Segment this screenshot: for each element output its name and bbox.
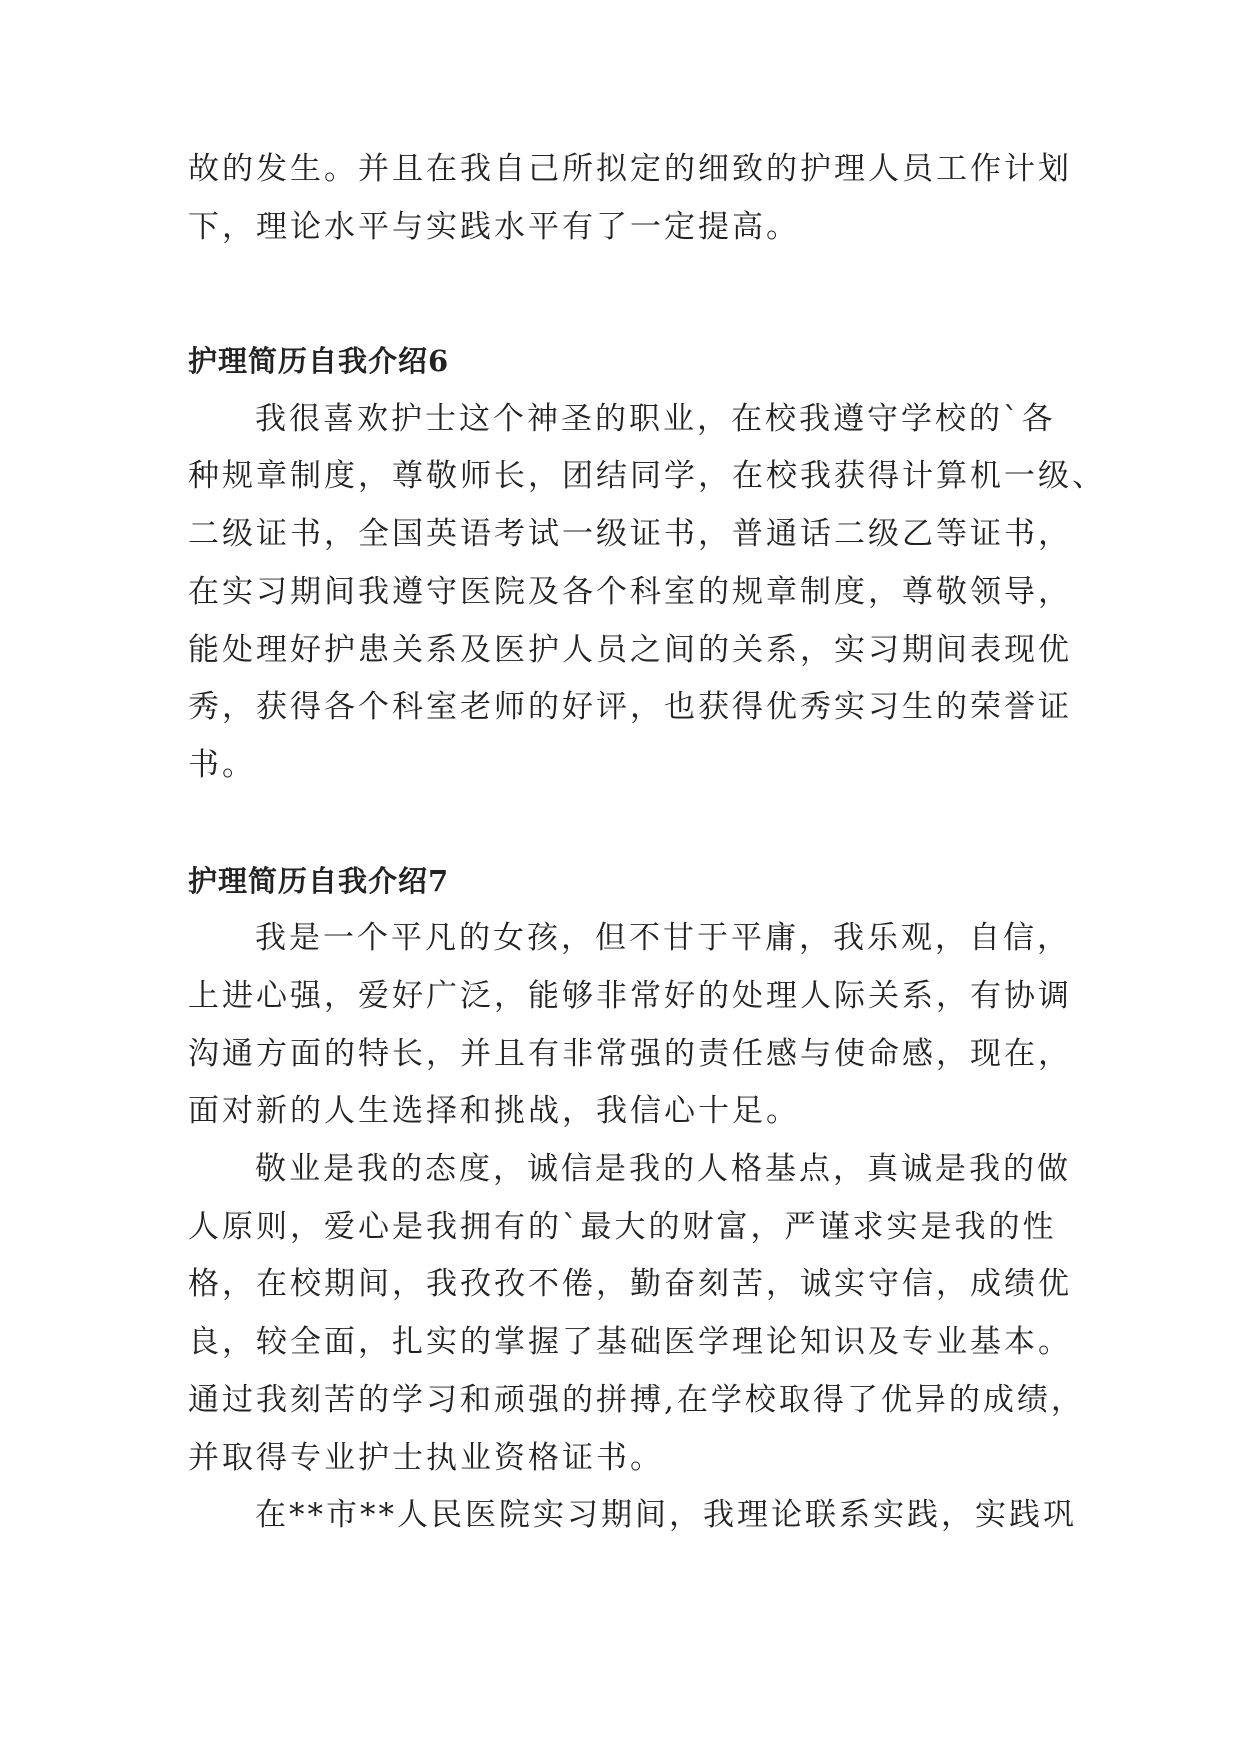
paragraph-line: 我很喜欢护士这个神圣的职业，在校我遵守学校的`各 (255, 401, 1056, 437)
paragraph-line: 面对新的人生选择和挑战，我信心十足。 (188, 1093, 800, 1129)
paragraph-line: 通过我刻苦的学习和顽强的拼搏,在学校取得了优异的成绩， (188, 1382, 1085, 1418)
paragraph-line: 秀，获得各个科室老师的好评，也获得优秀实习生的荣誉证 (188, 689, 1072, 725)
paragraph-line: 下，理论水平与实践水平有了一定提高。 (188, 209, 800, 245)
paragraph-line: 书。 (188, 747, 256, 783)
paragraph-line: 在实习期间我遵守医院及各个科室的规章制度，尊敬领导， (188, 574, 1072, 610)
paragraph-line: 良，较全面，扎实的掌握了基础医学理论知识及专业基本。 (188, 1324, 1072, 1360)
paragraph-line: 并取得专业护士执业资格证书。 (188, 1440, 664, 1476)
paragraph-line: 人原则，爱心是我拥有的`最大的财富，严谨求实是我的性 (188, 1209, 1057, 1245)
paragraph-line: 我是一个平凡的女孩，但不甘于平庸，我乐观，自信， (255, 920, 1071, 956)
section-heading-6: 护理简历自我介绍6 (188, 344, 450, 378)
paragraph-line: 敬业是我的态度，诚信是我的人格基点，真诚是我的做 (255, 1151, 1071, 1187)
section-heading-7: 护理简历自我介绍7 (188, 864, 450, 898)
paragraph-line: 故的发生。并且在我自己所拟定的细致的护理人员工作计划 (188, 151, 1072, 187)
paragraph-line: 能处理好护患关系及医护人员之间的关系，实习期间表现优 (188, 632, 1072, 668)
paragraph-line: 种规章制度，尊敬师长，团结同学，在校我获得计算机一级、 (188, 458, 1106, 494)
paragraph-line: 上进心强，爱好广泛，能够非常好的处理人际关系，有协调 (188, 978, 1072, 1014)
paragraph-line: 在**市**人民医院实习期间，我理论联系实践，实践巩 (255, 1497, 1077, 1533)
paragraph-line: 二级证书，全国英语考试一级证书，普通话二级乙等证书， (188, 516, 1072, 552)
paragraph-line: 沟通方面的特长，并且有非常强的责任感与使命感，现在， (188, 1036, 1072, 1072)
paragraph-line: 格，在校期间，我孜孜不倦，勤奋刻苦，诚实守信，成绩优 (188, 1266, 1072, 1302)
